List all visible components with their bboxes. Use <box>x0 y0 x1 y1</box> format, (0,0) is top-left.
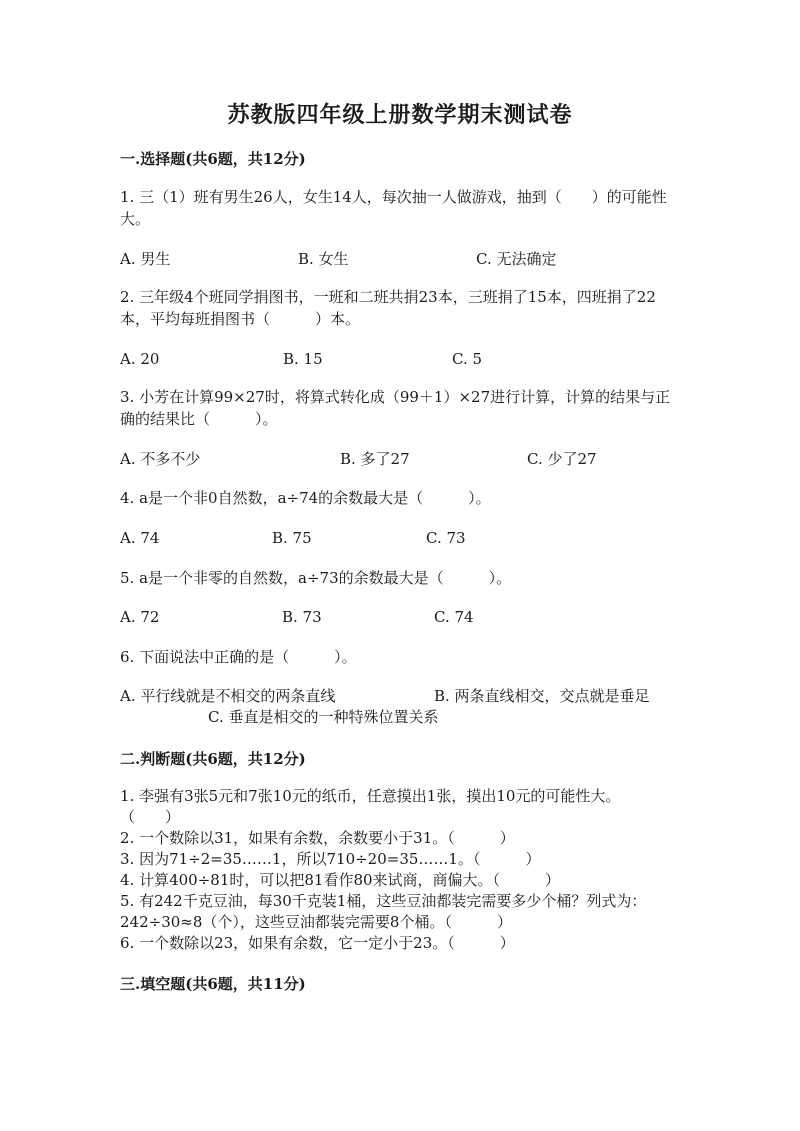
question-1: 1. 三（1）班有男生26人，女生14人，每次抽一人做游戏，抽到（ ）的可能性大。 <box>120 188 667 228</box>
page-title: 苏教版四年级上册数学期末测试卷 <box>227 102 573 128</box>
question-2-option-b: B. 15 <box>283 350 323 368</box>
judgement-item-5: 5. 有242千克豆油，每30千克装1桶，这些豆油都装完需要多少个桶？列式为：242÷30≈8（个），这些豆油都装完需要8个桶。（ ） <box>120 892 647 931</box>
question-4-option-c: C. 73 <box>426 529 466 547</box>
question-1-option-a: A. 男生 <box>120 250 171 268</box>
judgement-item-1: 1. 李强有3张5元和7张10元的纸币，任意摸出1张，摸出10元的可能性大。 （ ） <box>120 787 658 826</box>
judgement-item-6: 6. 一个数除以23，如果有余数，它一定小于23。（ ） <box>120 934 515 952</box>
question-5-option-a: A. 72 <box>120 608 160 626</box>
question-1-option-c: C. 无法确定 <box>476 250 557 268</box>
question-3: 3. 小芳在计算99×27时，将算式转化成（99＋1）×27进行计算，计算的结果与正确的结果比（ ）。 <box>120 388 671 428</box>
judgement-item-4: 4. 计算400÷81时，可以把81看作80来试商，商偏大。（ ） <box>120 871 561 889</box>
question-6: 6. 下面说法中正确的是（ ）。 <box>120 648 357 666</box>
judgement-item-3: 3. 因为71÷2=35……1，所以710÷20=35……1。（ ） <box>120 850 541 868</box>
section-heading-judgement: 二.判断题(共6题，共12分) <box>120 750 306 768</box>
question-3-option-a: A. 不多不少 <box>120 450 201 468</box>
question-4: 4. a是一个非0自然数，a÷74的余数最大是（ ）。 <box>120 489 491 507</box>
question-3-option-b: B. 多了27 <box>340 450 410 468</box>
section-heading-choice: 一.选择题(共6题，共12分) <box>120 150 306 168</box>
judgement-item-2: 2. 一个数除以31，如果有余数，余数要小于31。（ ） <box>120 829 515 847</box>
question-6-option-b: B. 两条直线相交，交点就是垂足 <box>434 687 650 705</box>
question-3-option-c: C. 少了27 <box>527 450 597 468</box>
question-4-option-b: B. 75 <box>272 529 312 547</box>
question-5: 5. a是一个非零的自然数，a÷73的余数最大是（ ）。 <box>120 569 512 587</box>
question-6-option-c: C. 垂直是相交的一种特殊位置关系 <box>208 708 439 726</box>
question-2-option-a: A. 20 <box>120 350 160 368</box>
question-2: 2. 三年级4个班同学捐图书，一班和二班共捐23本，三班捐了15本，四班捐了22本，平均每班捐图书（ ）本。 <box>120 288 656 328</box>
question-6-option-a: A. 平行线就是不相交的两条直线 <box>120 687 336 705</box>
question-2-option-c: C. 5 <box>452 350 483 368</box>
question-5-option-b: B. 73 <box>282 608 322 626</box>
question-4-option-a: A. 74 <box>120 529 160 547</box>
section-heading-fill-in: 三.填空题(共6题，共11分) <box>120 975 306 993</box>
question-1-option-b: B. 女生 <box>298 250 349 268</box>
question-5-option-c: C. 74 <box>434 608 474 626</box>
